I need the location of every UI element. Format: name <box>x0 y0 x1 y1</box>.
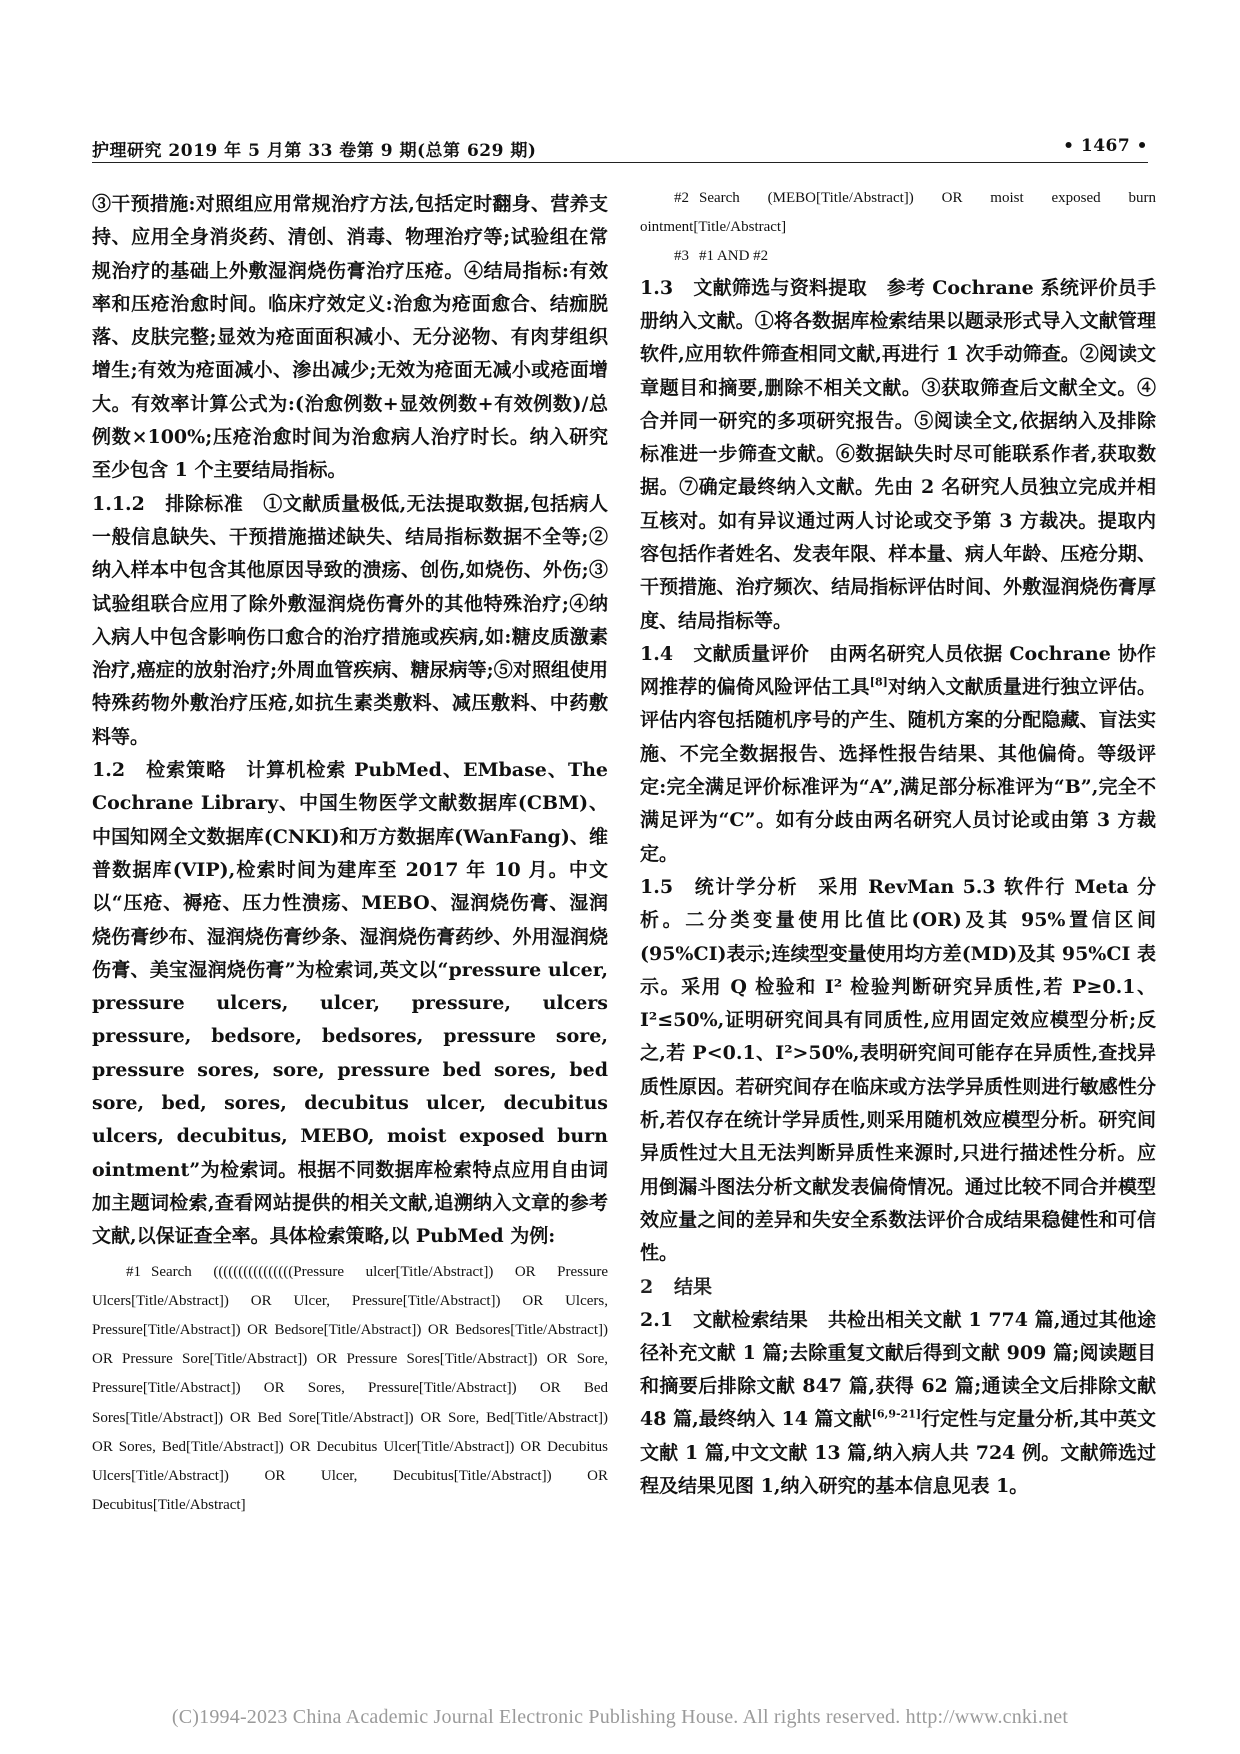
section-body: ①文献质量极低,无法提取数据,包括病人一般信息缺失、干预措施描述缺失、结局指标数据不全等;②纳入样本中包含其他原因导致的溃疡、创伤,如烧伤、外伤;③试验组联合应用了除外敷湿润烧伤膏外的其他特殊治疗;④纳入病人中包含影响伤口愈合的治疗措施或疾病,如:糖皮质激素治疗,癌症的放射治疗;外周血管疾病、糖尿病等;⑤对照组使用特殊药物外敷治疗压疮,如抗生素类敷料、减压敷料、中药敷料等。 <box>92 492 608 748</box>
section-number: 1.3 <box>640 276 674 299</box>
section-body: 参考 Cochrane 系统评价员手册纳入文献。①将各数据库检索结果以题录形式导入文献管理软件,应用软件筛查相同文献,再进行 1 次手动筛查。②阅读文章题目和摘要,删除不相关文献。③获取筛查后文献全文。④合并同一研究的多项研究报告。⑤阅读全文,依据纳入及排除标准进一步筛查文献。⑥数据缺失时尽可能联系作者,获取数据。⑦确定最终纳入文献。先由 2 名研究人员独立完成并相互核对。如有异议通过两人讨论或交予第 3 方裁决。提取内容包括作者姓名、发表年限、样本量、病人年龄、压疮分期、干预措施、治疗频次、结局指标评估时间、外敷湿润烧伤膏厚度、结局指标等。 <box>640 276 1156 632</box>
search-label: #3 <box>674 248 689 265</box>
section-title: 统计学分析 <box>693 875 799 898</box>
section-1-5 <box>640 871 1156 1271</box>
section-body: 共检出相关文献 1 774 篇,通过其他途径补充文献 1 篇;去除重复文献后得到文献 909 篇;阅读题目和摘要后排除文献 847 篇,获得 62 篇;通读全文后排除文献 48 篇,最终纳入 14 篇文献 <box>640 1308 1156 1431</box>
section-number: 1.4 <box>640 642 674 665</box>
section-number: 1.2 <box>92 759 126 782</box>
heading-title: 结果 <box>674 1275 713 1298</box>
section-body: 由两名研究人员依据 Cochrane 协作网推荐的偏倚风险评估工具 <box>640 642 1156 699</box>
heading-number: 2 <box>640 1275 654 1298</box>
left-column <box>92 188 608 1520</box>
citation: [6,9-21] <box>871 1408 922 1422</box>
section-number: 1.1.2 <box>92 492 145 515</box>
search-string-1 <box>92 1258 608 1521</box>
search-string-2 <box>640 184 1156 242</box>
section-title: 检索策略 <box>145 759 227 782</box>
search-body: Search (MEBO[Title/Abstract]) OR moist exposed burn ointment[Title/Abstract] <box>640 190 1156 236</box>
journal-citation: 护理研究 2019 年 5 月第 33 卷第 9 期(总第 629 期) <box>92 141 537 161</box>
right-column <box>640 184 1156 1503</box>
search-string-3 <box>640 242 1156 271</box>
search-body: Search ((((((((((((((((Pressure ulcer[Title/Abstract]) OR Pressure Ulcers[Title/Abstract]) OR Ulcer, Pressure[Title/Abstract]) OR Ulcers, Pressure[Title/Abstract]) OR Bedsore[Title/Abstract]) OR Bedsores[Title/Abstract]) OR Pressure Sore[Title/Abstract]) OR Pressure Sores[Title/Abstract]) OR Sore, Pressure[Title/Abstract]) OR Sores, Pressure[Title/Abstract]) OR Bed Sores[Title/Abstract]) OR Bed Sore[Title/Abstract]) OR Sore, Bed[Title/Abstract]) OR Sores, Bed[Title/Abstract]) OR Decubitus Ulcer[Title/Abstract]) OR Decubitus Ulcers[Title/Abstract]) OR Ulcer, Decubitus[Title/Abstract]) OR Decubitus[Title/Abstract] <box>92 1263 608 1514</box>
section-body: 采用 RevMan 5.3 软件行 Meta 分析。二分类变量使用比值比(OR)及其 95%置信区间(95%CI)表示;连续型变量使用均方差(MD)及其 95%CI 表示。采用 Q 检验和 I² 检验判断研究异质性,若 P≥0.1、I²≤50%,证明研究间具有同质性,应用固定效应模型分析;反之,若 P<0.1、I²>50%,表明研究间可能存在异质性,查找异质性原因。若研究间存在临床或方法学异质性则进行敏感性分析,若仅存在统计学异质性,则采用随机效应模型分析。研究间异质性过大且无法判断异质性来源时,只进行描述性分析。应用倒漏斗图法分析文献发表偏倚情况。通过比较不同合并模型效应量之间的差异和失安全系数法评价合成结果稳健性和可信性。 <box>640 875 1156 1265</box>
page-number: • 1467 • <box>1063 136 1148 156</box>
search-label: #2 <box>674 190 689 206</box>
section-title: 文献检索结果 <box>693 1308 808 1331</box>
heading-results <box>640 1271 1156 1304</box>
section-1-2 <box>92 754 608 1253</box>
section-body-continued: 对纳入文献质量进行独立评估。评估内容包括随机序号的产生、随机方案的分配隐藏、盲法实施、不完全数据报告、选择性报告结果、其他偏倚。等级评定:完全满足评价标准评为“A”,满足部分标准评为“B”,完全不满足评为“C”。如有分歧由两名研究人员讨论或由第 3 方裁定。 <box>640 676 1156 865</box>
copyright-footer: (C)1994-2023 China Academic Journal Electronic Publishing House. All rights reserved. http://www.cnki.net <box>171 1706 1069 1728</box>
section-1-3 <box>640 272 1156 638</box>
section-number: 1.5 <box>640 875 674 898</box>
section-1-1-2 <box>92 488 608 754</box>
paragraph-interventions: ③干预措施:对照组应用常规治疗方法,包括定时翻身、营养支持、应用全身消炎药、清创、消毒、物理治疗等;试验组在常规治疗的基础上外敷湿润烧伤膏治疗压疮。④结局指标:有效率和压疮治愈时间。临床疗效定义:治愈为疮面愈合、结痂脱落、皮肤完整;显效为疮面面积减小、无分泌物、有肉芽组织增生;有效为疮面减小、渗出减少;无效为疮面无减小或疮面增大。有效率计算公式为:(治愈例数+显效例数+有效例数)/总例数×100%;压疮治愈时间为治愈病人治疗时长。纳入研究至少包含 1 个主要结局指标。 <box>92 193 608 482</box>
search-body: #1 AND #2 <box>699 248 769 265</box>
citation: [8] <box>869 675 888 689</box>
running-header <box>92 132 1148 162</box>
search-label: #1 <box>126 1263 141 1280</box>
section-number: 2.1 <box>640 1308 674 1331</box>
section-title: 文献质量评价 <box>693 642 810 665</box>
section-body-continued: 行定性与定量分析,其中英文文献 1 篇,中文文献 13 篇,纳入病人共 724 例。文献筛选过程及结果见图 1,纳入研究的基本信息见表 1。 <box>640 1408 1156 1497</box>
header-rule <box>92 162 1148 163</box>
section-2-1 <box>640 1304 1156 1504</box>
section-title: 排除标准 <box>164 492 244 515</box>
section-1-4 <box>640 638 1156 871</box>
section-body: 计算机检索 PubMed、EMbase、The Cochrane Library、中国生物医学文献数据库(CBM)、中国知网全文数据库(CNKI)和万方数据库(WanFang)、维普数据库(VIP),检索时间为建库至 2017 年 10 月。中文以“压疮、褥疮、压力性溃疡、MEBO、湿润烧伤膏、湿润烧伤膏纱布、湿润烧伤膏纱条、湿润烧伤膏药纱、外用湿润烧伤膏、美宝湿润烧伤膏”为检索词,英文以“pressure ulcer, pressure ulcers, ulcer, pressure, ulcers pressure, bedsore, bedsores, pressure sore, pressure sores, sore, pressure bed sores, bed sore, bed, sores, decubitus ulcer, decubitus ulcers, decubitus, MEBO, moist exposed burn ointment”为检索词。根据不同数据库检索特点应用自由词加主题词检索,查看网站提供的相关文献,追溯纳入文章的参考文献,以保证查全率。具体检索策略,以 PubMed 为例: <box>92 759 608 1248</box>
section-title: 文献筛选与资料提取 <box>693 276 867 299</box>
